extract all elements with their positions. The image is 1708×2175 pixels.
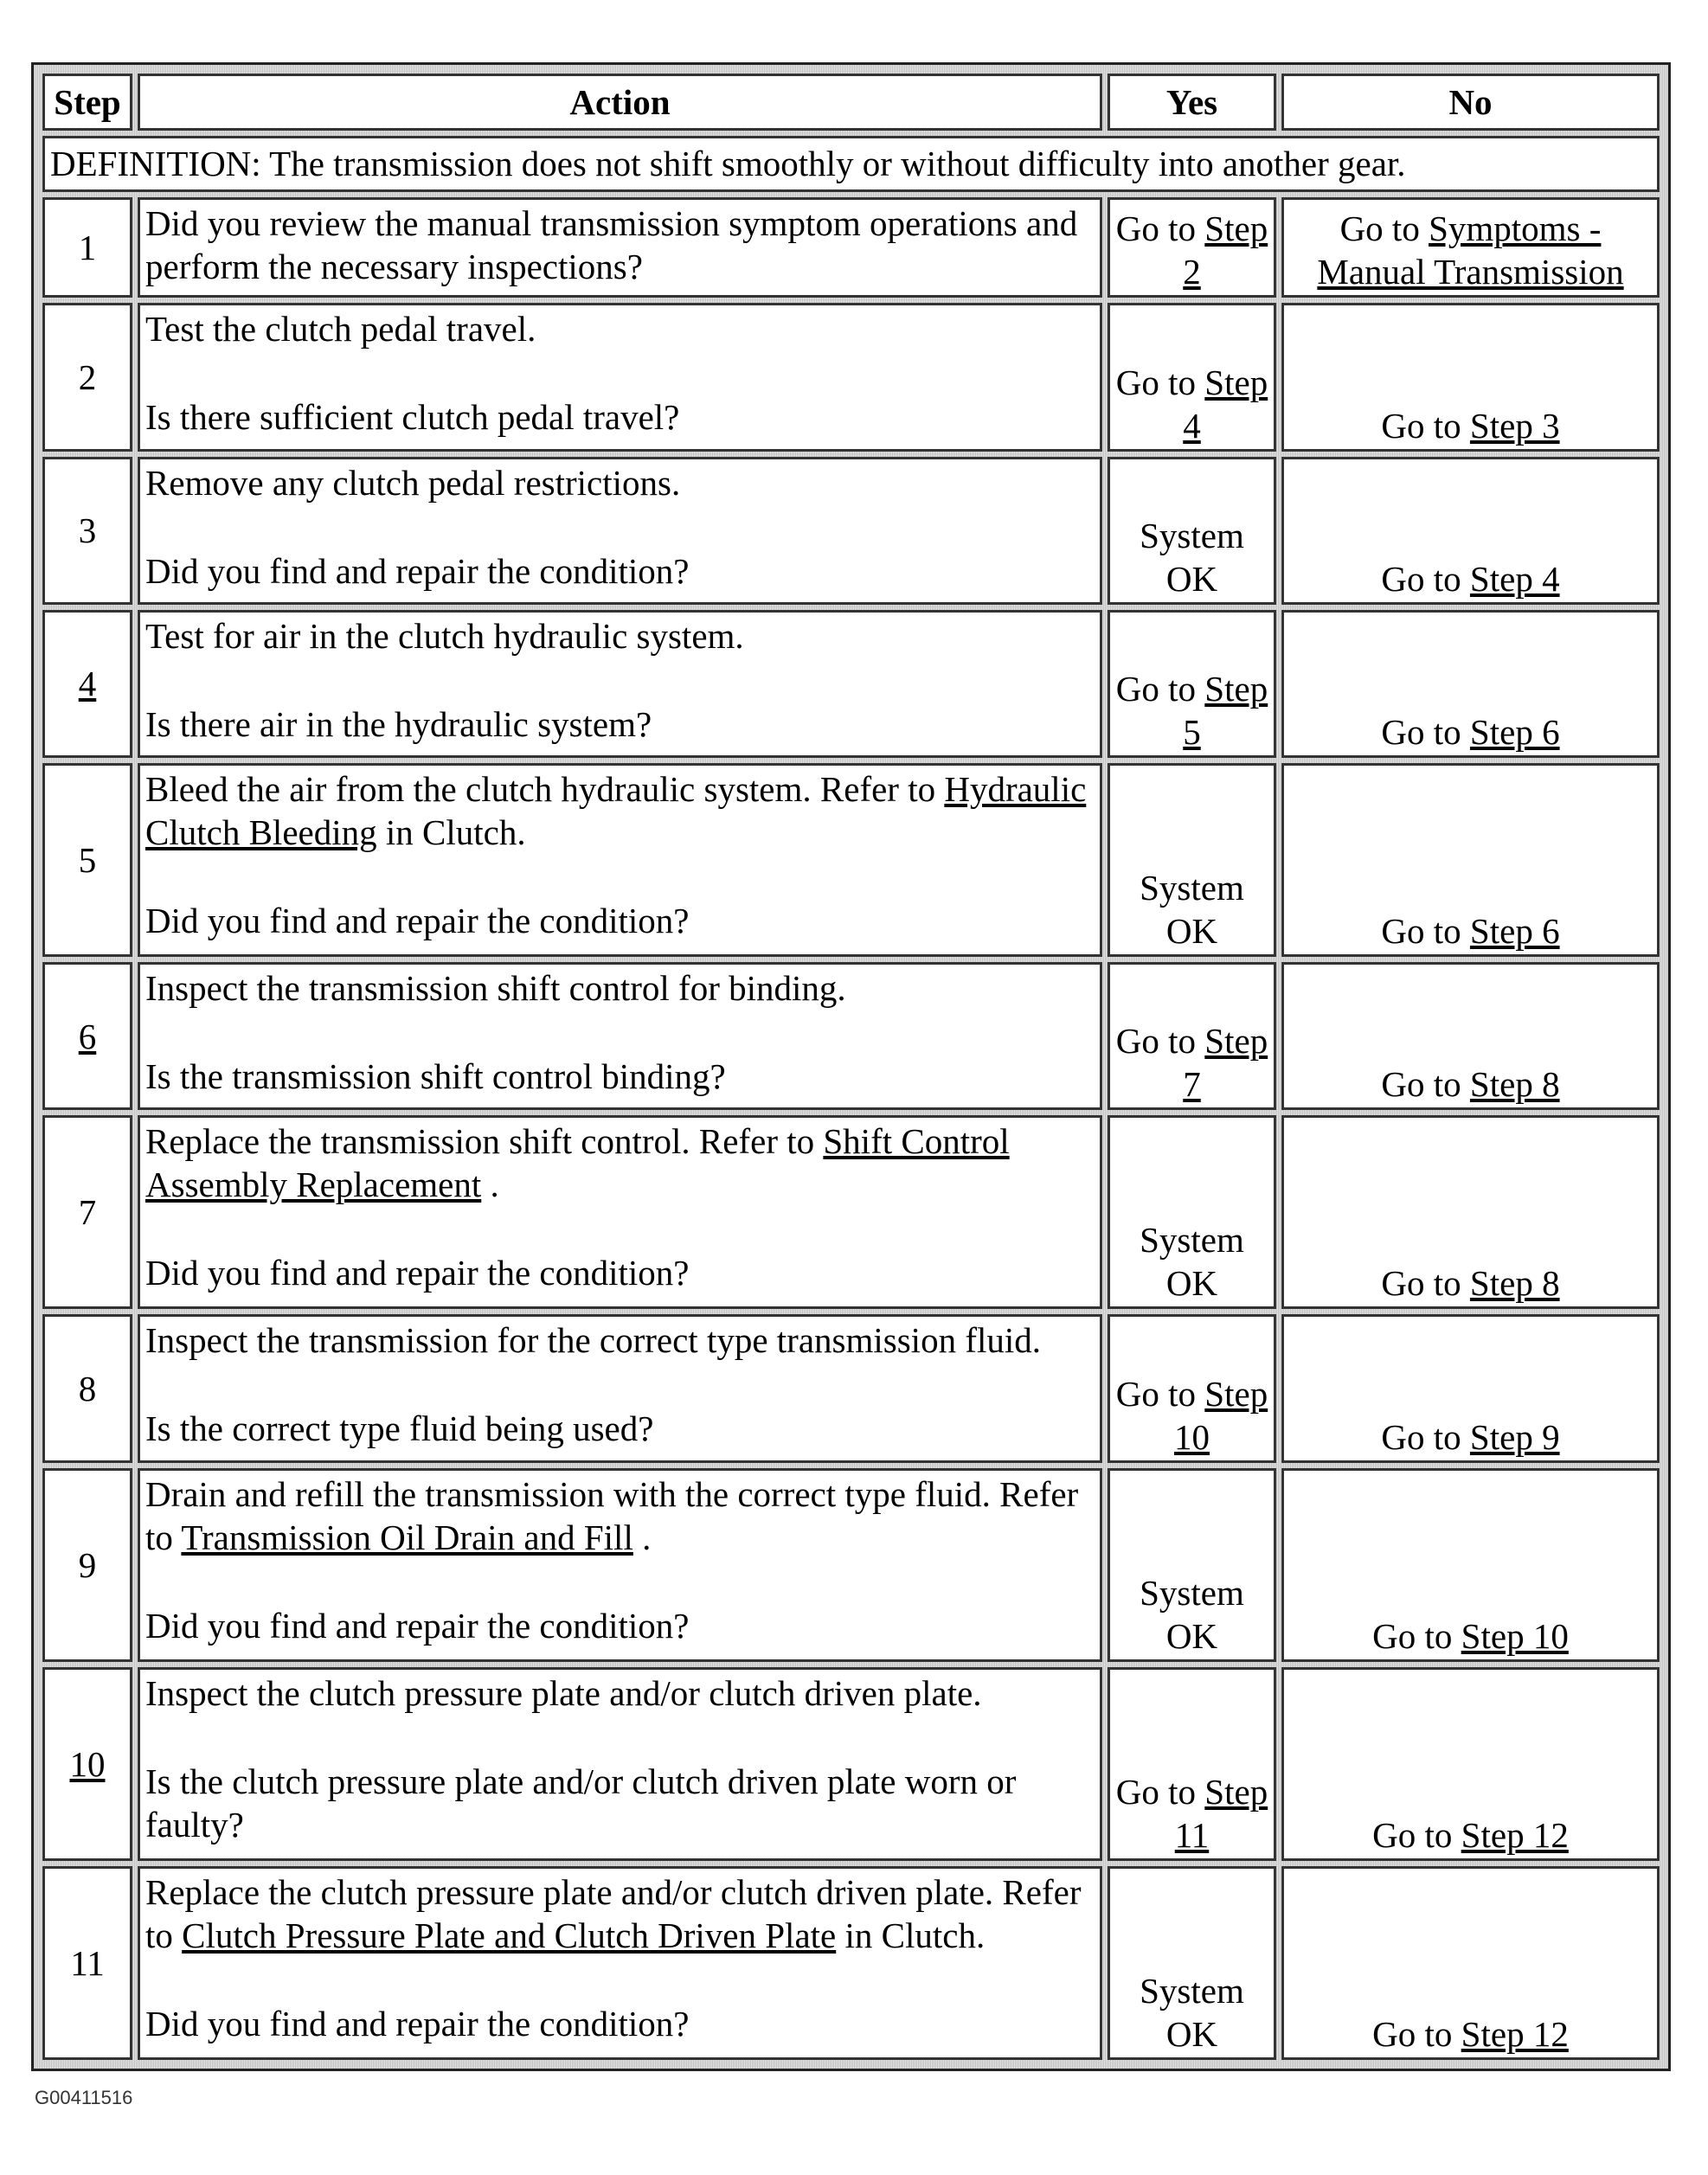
step-row [42, 610, 1660, 758]
header-yes: Yes [1108, 74, 1276, 131]
no-cell [1281, 1866, 1660, 2060]
figure-code: G00411516 [35, 2087, 133, 2108]
action-reference-link[interactable]: Hydraulic Clutch Bleeding [145, 769, 1087, 853]
yes-prefix: Go to [1115, 669, 1197, 709]
action-cell [138, 197, 1102, 298]
action-text: Remove any clutch pedal restrictions. [145, 462, 681, 503]
no-prefix: Go to [1381, 712, 1461, 753]
no-prefix: Go to [1381, 1064, 1461, 1105]
action-question: Is the transmission shift control binding? [145, 1056, 726, 1097]
action-text: Did you review the manual transmission symptom operations and perform the necessary inspections? [145, 203, 1078, 287]
step-row [42, 1115, 1660, 1309]
action-text: Test the clutch pedal travel. [145, 309, 536, 350]
action-reference-link[interactable]: Clutch Pressure Plate and Clutch Driven Plate [182, 1915, 837, 1955]
step-number: 1 [78, 228, 97, 268]
no-prefix: Go to [1381, 558, 1461, 599]
action-cell [138, 610, 1102, 758]
step-cell [42, 1314, 132, 1462]
yes-step-link[interactable]: Step 7 [1183, 1021, 1268, 1105]
yes-result: System OK [1140, 868, 1244, 952]
action-cell [138, 1468, 1102, 1662]
yes-cell [1108, 1314, 1276, 1462]
no-cell [1281, 1667, 1660, 1861]
no-prefix: Go to [1381, 405, 1461, 446]
header-row [42, 74, 1660, 131]
no-cell [1281, 1468, 1660, 1662]
diagnostic-table-frame [31, 62, 1671, 2071]
header-step: Step [42, 74, 132, 131]
step-number-link[interactable]: 4 [78, 664, 97, 704]
step-row [42, 1667, 1660, 1861]
yes-result: System OK [1140, 515, 1244, 599]
yes-step-link[interactable]: Step 11 [1174, 1771, 1268, 1855]
no-prefix: Go to [1381, 1416, 1461, 1457]
yes-prefix: Go to [1115, 1373, 1197, 1414]
yes-cell [1108, 1667, 1276, 1861]
no-cell [1281, 962, 1660, 1110]
yes-step-link[interactable]: Step 4 [1183, 362, 1268, 446]
no-prefix: Go to [1372, 2014, 1453, 2054]
step-number: 5 [78, 840, 97, 881]
yes-cell [1108, 1468, 1276, 1662]
no-cell [1281, 197, 1660, 298]
no-step-link[interactable]: Step 10 [1461, 1615, 1569, 1656]
yes-result: System OK [1140, 1220, 1244, 1304]
no-cell [1281, 1115, 1660, 1309]
step-cell [42, 1866, 132, 2060]
action-cell [138, 1115, 1102, 1309]
step-row [42, 303, 1660, 451]
step-row [42, 763, 1660, 957]
action-cell [138, 763, 1102, 957]
step-cell [42, 197, 132, 298]
definition-text: DEFINITION: The transmission does not shift smoothly or without difficulty into another gear. [42, 136, 1660, 193]
step-row [42, 457, 1660, 605]
yes-step-link[interactable]: Step 10 [1174, 1373, 1268, 1457]
action-text: Bleed the air from the clutch hydraulic system. Refer to [145, 769, 936, 810]
definition-row [42, 136, 1660, 193]
no-prefix: Go to [1372, 1814, 1453, 1855]
no-prefix: Go to [1381, 911, 1461, 952]
step-number: 9 [78, 1544, 97, 1585]
action-text: Drain and refill the transmission with the correct type fluid. Refer to [145, 1473, 1079, 1557]
action-text: Inspect the clutch pressure plate and/or clutch driven plate. [145, 1672, 982, 1713]
yes-cell [1108, 1115, 1276, 1309]
step-cell [42, 457, 132, 605]
action-suffix: in Clutch. [385, 812, 526, 853]
yes-cell [1108, 610, 1276, 758]
step-cell [42, 962, 132, 1110]
action-suffix: . [642, 1517, 652, 1557]
action-cell [138, 303, 1102, 451]
step-cell [42, 1115, 132, 1309]
action-cell [138, 457, 1102, 605]
step-row [42, 962, 1660, 1110]
action-text: Inspect the transmission for the correct type transmission fluid. [145, 1320, 1042, 1361]
action-question: Is there sufficient clutch pedal travel? [145, 397, 680, 438]
no-step-link[interactable]: Step 3 [1469, 405, 1560, 446]
step-cell [42, 303, 132, 451]
action-reference-link[interactable]: Transmission Oil Drain and Fill [181, 1517, 633, 1557]
step-cell [42, 610, 132, 758]
action-question: Did you find and repair the condition? [145, 1605, 690, 1646]
action-question: Did you find and repair the condition? [145, 901, 690, 941]
header-action: Action [138, 74, 1102, 131]
no-cell [1281, 763, 1660, 957]
action-question: Did you find and repair the condition? [145, 1253, 690, 1293]
action-question: Is there air in the hydraulic system? [145, 703, 652, 744]
action-question: Is the clutch pressure plate and/or clutch driven plate worn or faulty? [145, 1761, 1017, 1845]
no-cell [1281, 610, 1660, 758]
step-cell [42, 763, 132, 957]
action-question: Did you find and repair the condition? [145, 550, 690, 591]
step-number: 2 [78, 356, 97, 397]
step-number: 11 [70, 1942, 105, 1983]
action-question: Did you find and repair the condition? [145, 2003, 690, 2043]
yes-cell [1108, 197, 1276, 298]
no-step-link[interactable]: Step 9 [1469, 1416, 1560, 1457]
action-cell [138, 1314, 1102, 1462]
yes-cell [1108, 962, 1276, 1110]
no-step-link[interactable]: Step 8 [1469, 1064, 1560, 1105]
step-row [42, 1314, 1660, 1462]
yes-cell [1108, 303, 1276, 451]
no-step-link[interactable]: Step 6 [1469, 712, 1560, 753]
action-cell [138, 962, 1102, 1110]
step-number-link[interactable]: 6 [78, 1016, 97, 1056]
no-step-link[interactable]: Step 12 [1461, 2014, 1569, 2054]
yes-cell [1108, 763, 1276, 957]
no-prefix: Go to [1339, 209, 1420, 249]
yes-prefix: Go to [1115, 1771, 1197, 1812]
no-step-link[interactable]: Step 4 [1469, 558, 1560, 599]
step-cell [42, 1667, 132, 1861]
no-cell [1281, 457, 1660, 605]
no-step-link[interactable]: Step 8 [1469, 1263, 1560, 1304]
no-prefix: Go to [1381, 1263, 1461, 1304]
action-text: Replace the transmission shift control. Refer to [145, 1121, 815, 1162]
step-number: 3 [78, 510, 97, 551]
step-row [42, 1866, 1660, 2060]
action-suffix: in Clutch. [844, 1915, 986, 1955]
no-cell [1281, 303, 1660, 451]
yes-prefix: Go to [1115, 362, 1197, 402]
action-question: Is the correct type fluid being used? [145, 1408, 654, 1449]
step-row [42, 197, 1660, 298]
action-text: Inspect the transmission shift control for binding. [145, 968, 846, 1009]
action-cell [138, 1866, 1102, 2060]
step-cell [42, 1468, 132, 1662]
no-step-link[interactable]: Symptoms - Manual Transmission [1317, 209, 1624, 292]
no-prefix: Go to [1372, 1615, 1453, 1656]
step-row [42, 1468, 1660, 1662]
yes-result: System OK [1140, 1971, 1244, 2054]
header-no: No [1281, 74, 1660, 131]
step-number: 8 [78, 1369, 97, 1409]
action-reference-link[interactable]: Shift Control Assembly Replacement [145, 1121, 1010, 1205]
step-number-link[interactable]: 10 [69, 1743, 106, 1784]
yes-cell [1108, 1866, 1276, 2060]
yes-cell [1108, 457, 1276, 605]
no-cell [1281, 1314, 1660, 1462]
action-text: Test for air in the clutch hydraulic system. [145, 615, 744, 656]
no-step-link[interactable]: Step 12 [1461, 1814, 1569, 1855]
step-number: 7 [78, 1192, 97, 1233]
action-text: Replace the clutch pressure plate and/or clutch driven plate. Refer to [145, 1871, 1082, 1955]
diagnostic-table [37, 68, 1665, 2065]
action-suffix: . [490, 1164, 499, 1205]
yes-step-link[interactable]: Step 5 [1183, 669, 1268, 753]
yes-result: System OK [1140, 1572, 1244, 1656]
action-cell [138, 1667, 1102, 1861]
no-step-link[interactable]: Step 6 [1469, 911, 1560, 952]
yes-prefix: Go to [1115, 1021, 1197, 1062]
yes-step-link[interactable]: Step 2 [1183, 209, 1268, 292]
yes-prefix: Go to [1115, 209, 1197, 249]
